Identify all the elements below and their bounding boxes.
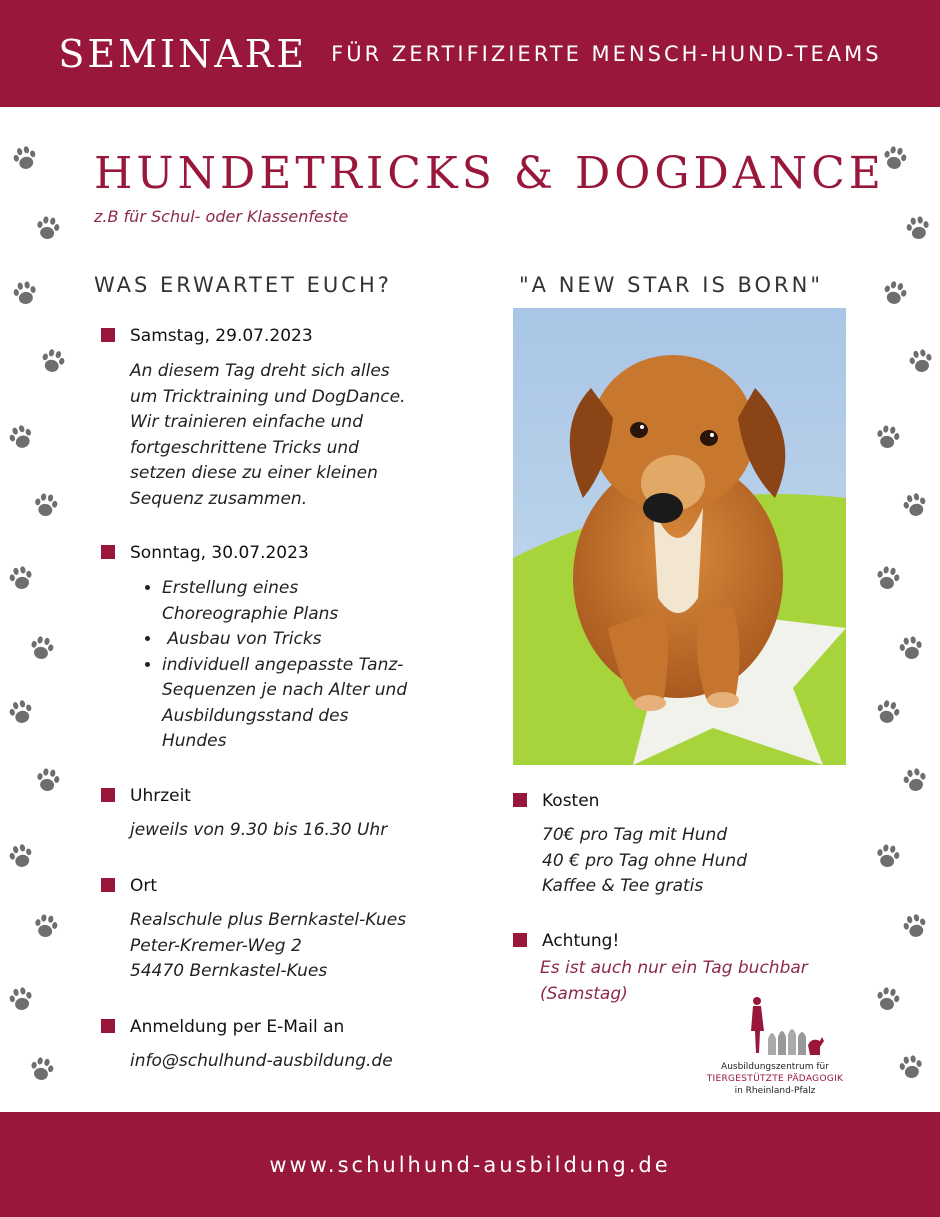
list-item: • individuell angepasste Tanz- Sequenzen je nach Alter und Ausbildungsstand des Hundes xyxy=(162,653,407,755)
signup-email[interactable]: info@schulhund-ausbildung.de xyxy=(130,1051,393,1071)
header-seminare: SEMINARE xyxy=(58,31,308,76)
dog-photo xyxy=(513,308,846,765)
costs-values: 70€ pro Tag mit Hund 40 € pro Tag ohne Hund Kaffee & Tee gratis xyxy=(542,825,747,896)
saturday-description: An diesem Tag dreht sich alles um Tricktraining und DogDance. Wir trainieren einfache und fortgeschrittene Tricks und setzen diese zu einer kleinen Sequenz zusammen. xyxy=(130,361,406,509)
paw-print-icon xyxy=(903,343,939,379)
paw-print-icon xyxy=(897,762,933,798)
paw-print-icon xyxy=(35,343,72,380)
logo-line-3: in Rheinland-Pfalz xyxy=(734,1086,816,1096)
paw-print-icon xyxy=(871,839,906,874)
website-link[interactable]: www.schulhund-ausbildung.de xyxy=(269,1152,671,1177)
paw-print-icon xyxy=(870,981,906,1017)
sunday-list xyxy=(130,576,407,755)
main-title: HUNDETRICKS & DOGDANCE xyxy=(94,148,885,199)
notice-text: Es ist auch nur ein Tag buchbar (Samstag) xyxy=(540,958,808,1004)
paw-print-icon xyxy=(901,211,936,246)
time-label: Uhrzeit xyxy=(130,786,191,806)
right-heading: "A NEW STAR IS BORN" xyxy=(519,273,824,297)
costs-label: Kosten xyxy=(542,791,600,811)
footer-banner xyxy=(0,1112,940,1217)
paw-print-icon xyxy=(8,276,43,311)
logo-line-1: Ausbildungszentrum für xyxy=(721,1062,829,1072)
paw-print-icon xyxy=(894,1050,929,1085)
paw-print-icon xyxy=(3,560,39,596)
paw-print-icon xyxy=(3,838,40,875)
subtitle: z.B für Schul- oder Klassenfeste xyxy=(94,207,349,226)
notice-label: Achtung! xyxy=(542,931,620,951)
paw-print-icon xyxy=(24,630,60,666)
list-item: • Ausbau von Tricks xyxy=(162,627,407,653)
paw-print-icon xyxy=(877,275,914,312)
paw-print-icon xyxy=(870,694,907,731)
header-banner xyxy=(0,0,940,107)
paw-print-icon xyxy=(871,420,906,455)
paw-print-icon xyxy=(29,488,63,522)
paw-print-icon xyxy=(31,211,66,246)
left-heading: WAS ERWARTET EUCH? xyxy=(94,273,392,297)
paw-print-icon xyxy=(29,909,64,944)
place-label: Ort xyxy=(130,876,158,896)
paw-print-icon xyxy=(31,763,66,798)
signup-label: Anmeldung per E-Mail an xyxy=(130,1017,345,1037)
paw-print-icon xyxy=(2,418,40,456)
organization-logo xyxy=(700,995,850,1097)
sunday-label: Sonntag, 30.07.2023 xyxy=(130,543,309,563)
paw-print-icon xyxy=(24,1051,60,1087)
paw-print-icon xyxy=(897,908,934,945)
logo-line-2: TIERGESTÜTZTE PÄDAGOGIK xyxy=(706,1074,844,1084)
time-value: jeweils von 9.30 bis 16.30 Uhr xyxy=(130,820,388,840)
paw-print-icon xyxy=(3,694,40,731)
header-tagline: FÜR ZERTIFIZIERTE MENSCH-HUND-TEAMS xyxy=(331,41,882,66)
paw-print-icon xyxy=(897,487,934,524)
list-item: • Erstellung eines Choreographie Plans xyxy=(162,576,407,627)
paw-print-icon xyxy=(7,140,44,177)
paw-print-icon xyxy=(894,631,929,666)
saturday-label: Samstag, 29.07.2023 xyxy=(130,326,313,346)
logo-figures-icon xyxy=(720,995,830,1057)
paw-print-icon xyxy=(3,981,39,1017)
place-address: Realschule plus Bernkastel-Kues Peter-Kremer-Weg 2 54470 Bernkastel-Kues xyxy=(130,910,407,981)
paw-print-icon xyxy=(870,560,906,596)
